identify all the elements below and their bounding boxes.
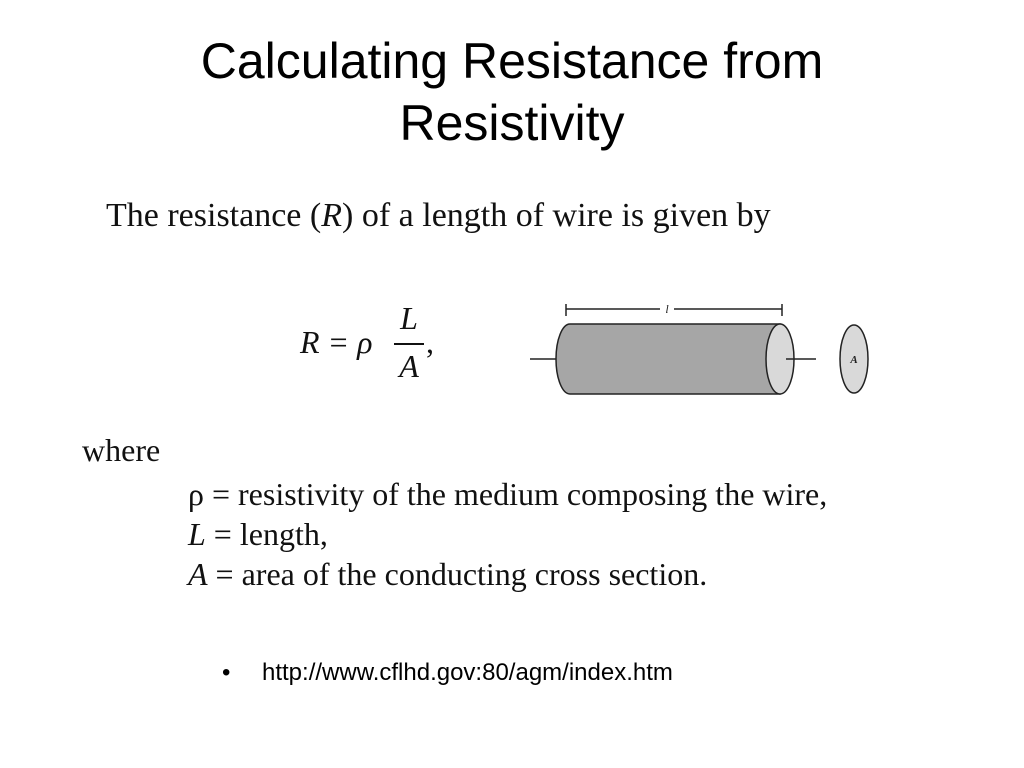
- formula-denominator: A: [399, 348, 419, 384]
- slide-title: [0, 30, 1024, 154]
- formula-numerator: L: [400, 300, 418, 336]
- definition-symbol: ρ: [188, 476, 204, 512]
- cylinder-body: [556, 324, 780, 394]
- area-label: A: [850, 354, 858, 366]
- intro-after: ) of a length of wire is given by: [342, 197, 771, 234]
- definition-symbol: A: [188, 556, 208, 592]
- definitions-list: [188, 474, 827, 594]
- intro-sentence: [106, 194, 771, 238]
- fraction-bar: [394, 343, 424, 345]
- definition-item: [188, 474, 827, 514]
- definition-text: = area of the conducting cross section.: [207, 556, 708, 592]
- definition-text: = length,: [205, 516, 328, 552]
- formula-comma: ,: [426, 324, 434, 360]
- definition-item: [188, 514, 827, 554]
- where-label: where: [82, 432, 161, 468]
- definition-text: = resistivity of the medium composing the wire,: [203, 476, 828, 512]
- formula-lhs: R = ρ: [300, 324, 373, 360]
- source-link[interactable]: http://www.cflhd.gov:80/agm/index.htm: [262, 659, 673, 686]
- intro-before: The resistance (: [106, 197, 322, 234]
- length-label: l: [665, 302, 669, 316]
- title-line-1: Calculating Resistance from: [200, 33, 824, 89]
- definition-symbol: L: [188, 516, 206, 552]
- wire-diagram: [528, 296, 878, 398]
- title-line-2: Resistivity: [399, 95, 625, 151]
- intro-symbol: R: [321, 197, 343, 234]
- bullet-item: [222, 656, 673, 690]
- resistance-formula: [300, 300, 460, 390]
- definition-item: [188, 554, 827, 594]
- length-dimension: [566, 302, 782, 316]
- bullet-list: [222, 656, 673, 690]
- bullet-marker: •: [222, 659, 231, 686]
